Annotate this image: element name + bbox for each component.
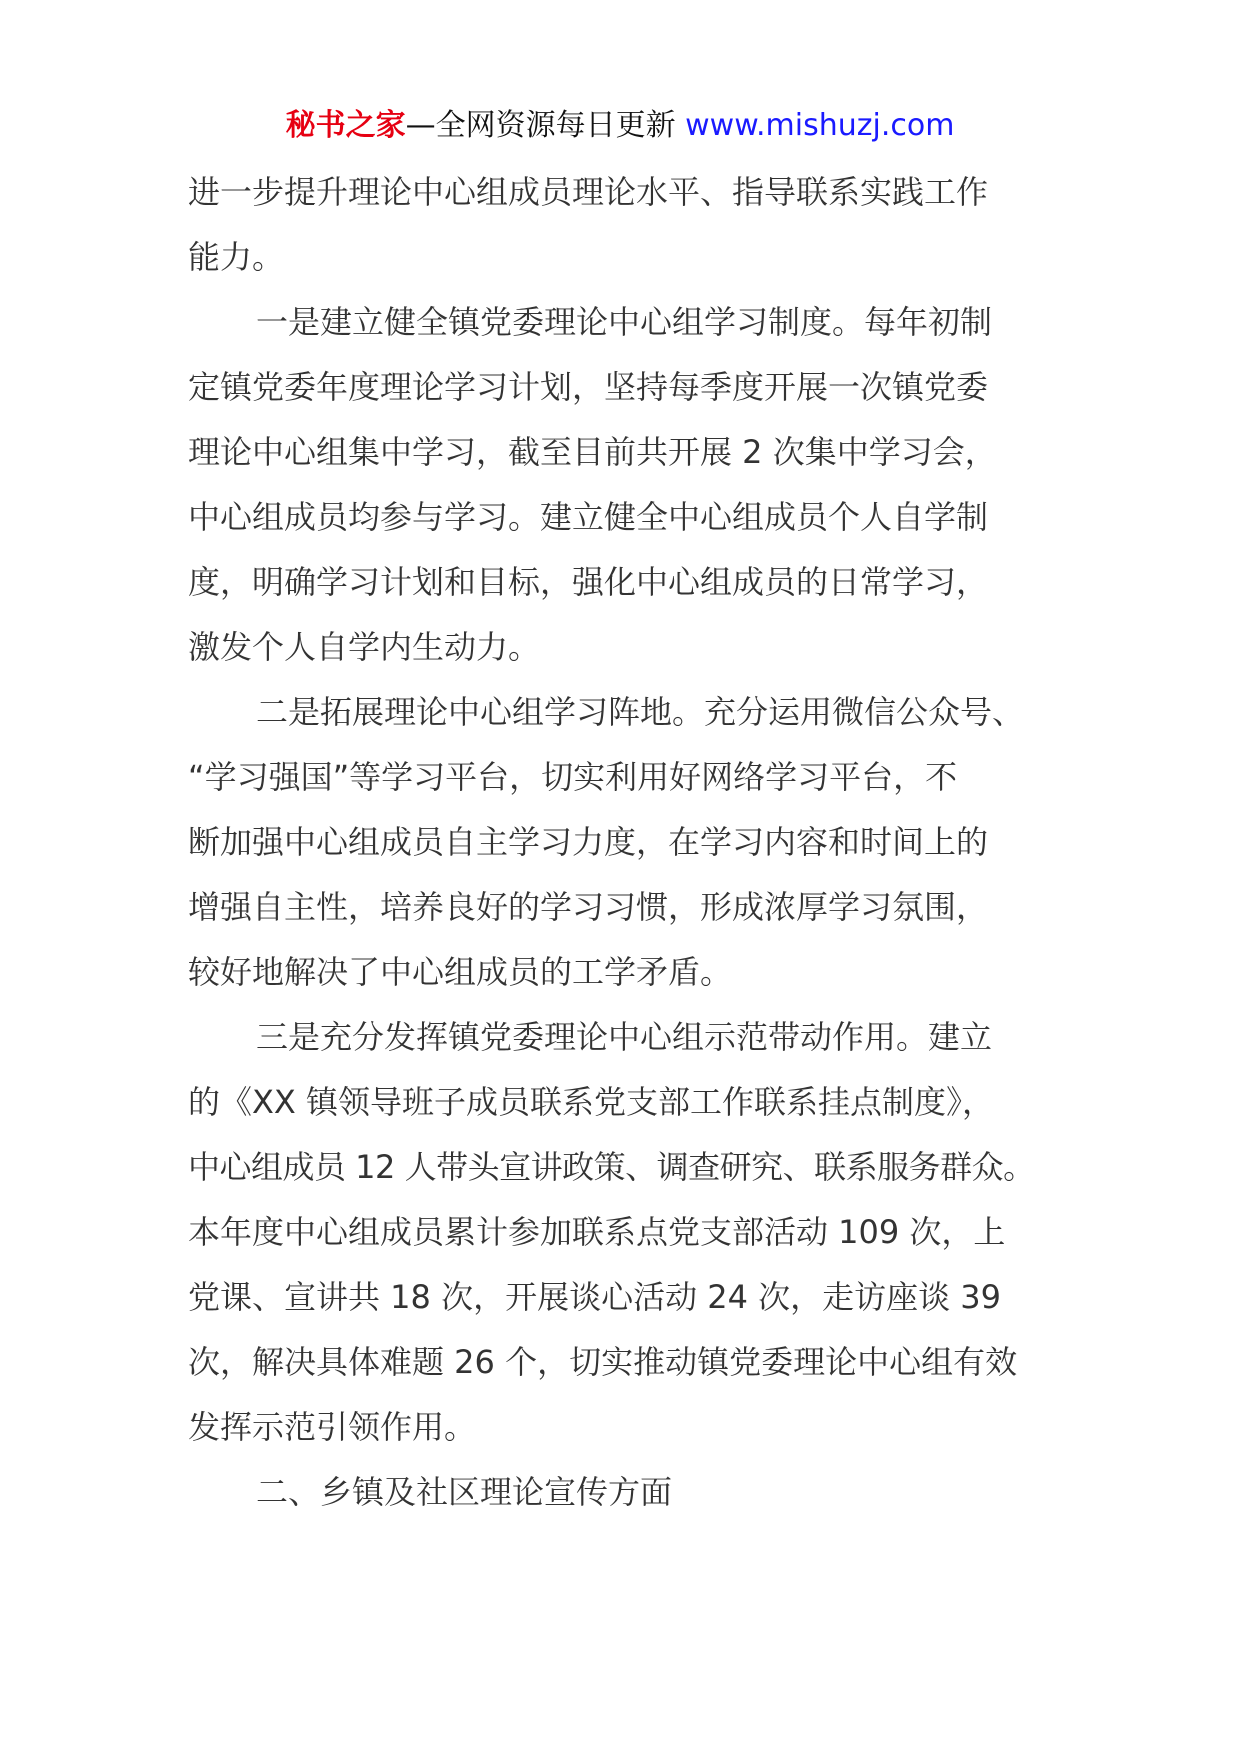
text-line: 进一步提升理论中心组成员理论水平、指导联系实践工作 (188, 173, 989, 211)
header-tagline: —全网资源每日更新 (405, 108, 686, 143)
text-line: 断加强中心组成员自主学习力度，在学习内容和时间上的 (188, 823, 989, 861)
text-line: “学习强国”等学习平台，切实利用好网络学习平台，不 (188, 758, 958, 796)
site-header (0, 104, 1240, 148)
text-line: 定镇党委年度理论学习计划，坚持每季度开展一次镇党委 (188, 368, 989, 406)
text-line: 发挥示范引领作用。 (188, 1408, 477, 1446)
site-url-link[interactable]: www.mishuzj.com (685, 108, 955, 143)
text-line: 次，解决具体难题 26 个，切实推动镇党委理论中心组有效 (188, 1343, 1018, 1381)
text-line: 党课、宣讲共 18 次，开展谈心活动 24 次，走访座谈 39 (188, 1278, 1002, 1316)
text-line: 的《XX 镇领导班子成员联系党支部工作联系挂点制度》， (188, 1083, 995, 1121)
text-line: 理论中心组集中学习，截至目前共开展 2 次集中学习会， (188, 433, 997, 471)
text-line: 中心组成员均参与学习。建立健全中心组成员个人自学制 (188, 498, 989, 536)
text-line: 中心组成员 12 人带头宣讲政策、调查研究、联系服务群众。 (188, 1148, 1035, 1186)
section-heading: 二、乡镇及社区理论宣传方面 (256, 1473, 673, 1511)
text-line: 能力。 (188, 238, 285, 276)
brand-name: 秘书之家 (285, 108, 406, 143)
paragraph-start-line: 二是拓展理论中心组学习阵地。充分运用微信公众号、 (256, 693, 1025, 731)
paragraph-start-line: 三是充分发挥镇党委理论中心组示范带动作用。建立 (256, 1018, 993, 1056)
document-body (188, 160, 1068, 1525)
text-line: 激发个人自学内生动力。 (188, 628, 541, 666)
text-line: 增强自主性，培养良好的学习习惯，形成浓厚学习氛围， (188, 888, 989, 926)
text-line: 度，明确学习计划和目标，强化中心组成员的日常学习， (188, 563, 989, 601)
paragraph-start-line: 一是建立健全镇党委理论中心组学习制度。每年初制 (256, 303, 993, 341)
text-line: 本年度中心组成员累计参加联系点党支部活动 109 次，上 (188, 1213, 1006, 1251)
text-line: 较好地解决了中心组成员的工学矛盾。 (188, 953, 733, 991)
